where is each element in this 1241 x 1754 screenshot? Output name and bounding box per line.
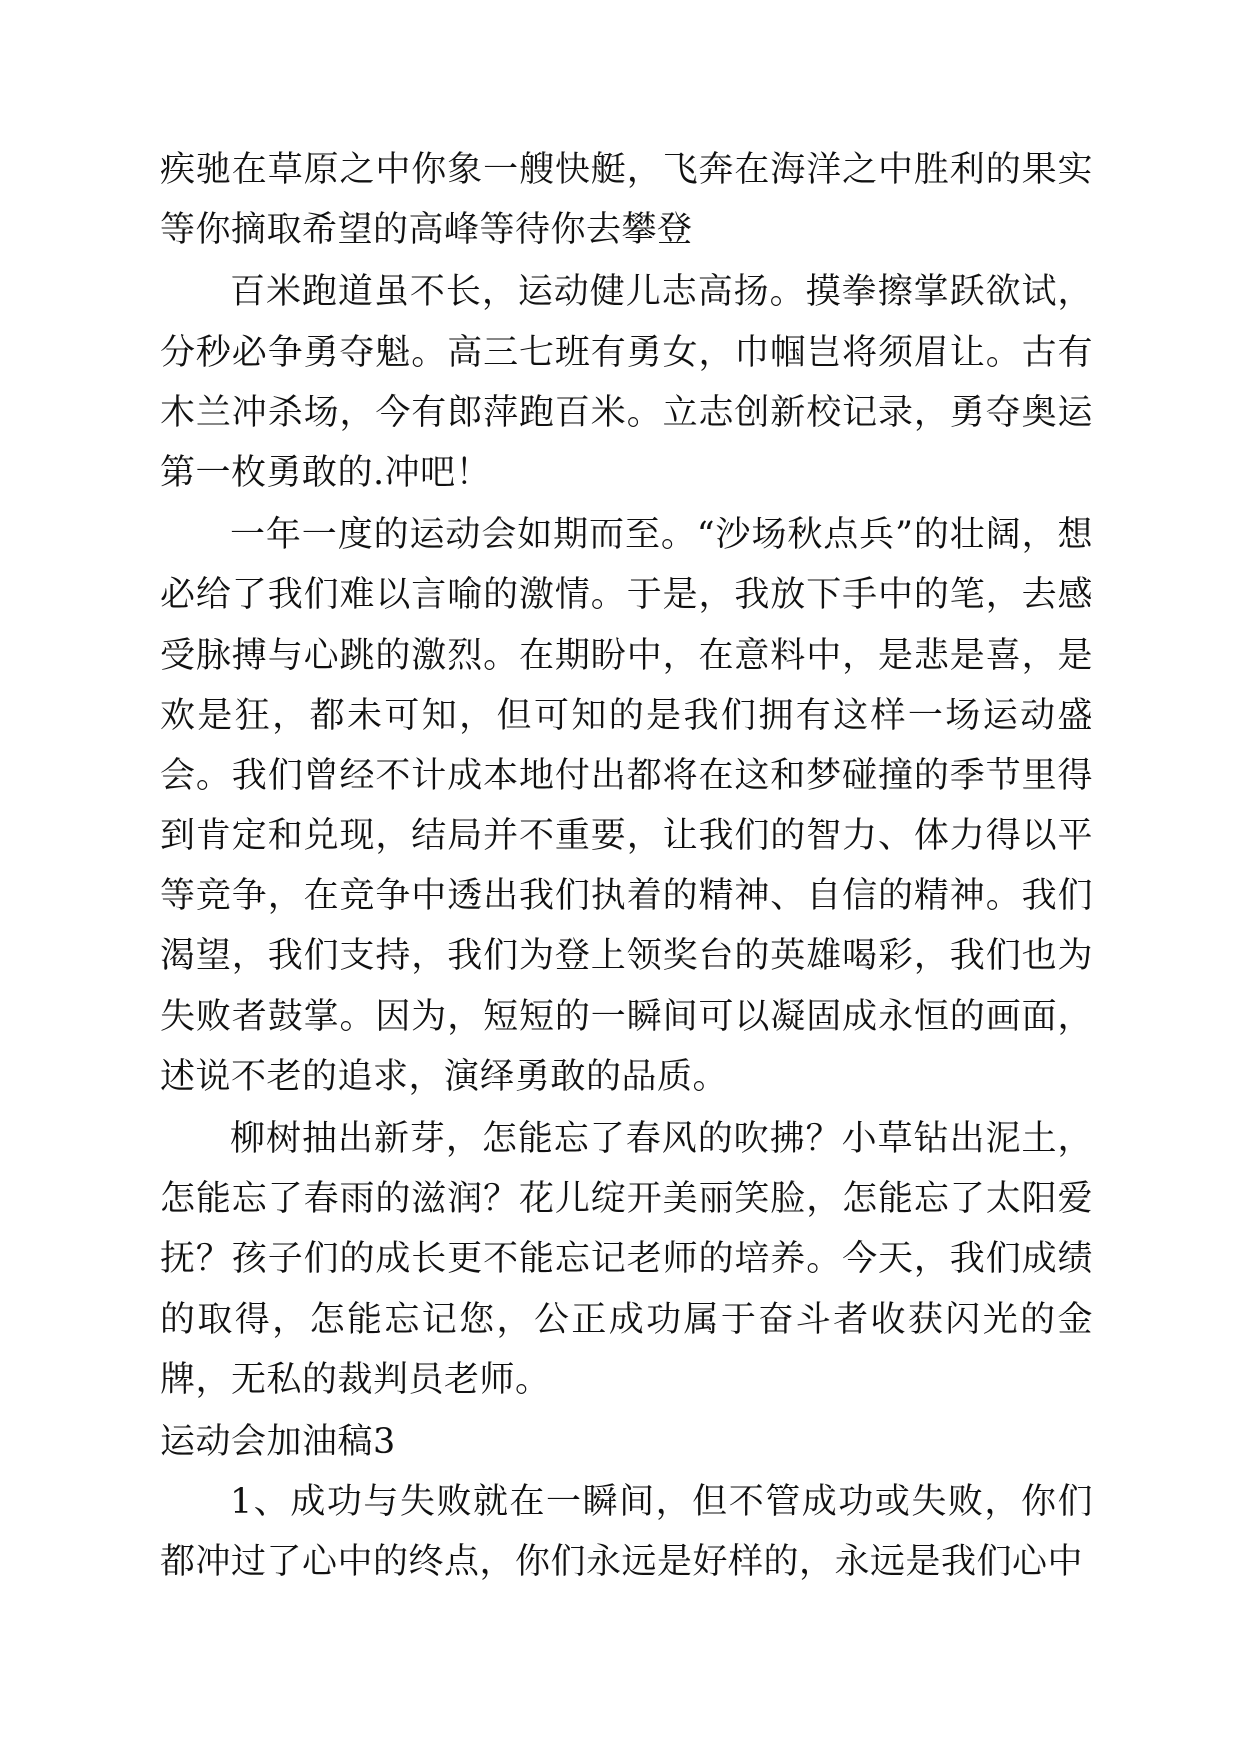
section-heading: 运动会加油稿3	[160, 1421, 396, 1462]
document-body	[160, 140, 1093, 1593]
paragraph: 柳树抽出新芽，怎能忘了春风的吹拂？小草钻出泥土，怎能忘了春雨的滋润？花儿绽开美丽笑脸，怎能忘了太阳爱抚？孩子们的成长更不能忘记老师的培养。今天，我们成绩的取得，怎能忘记您，公正成功属于奋斗者收获闪光的金牌，无私的裁判员老师。	[160, 1119, 1093, 1400]
paragraph: 疾驰在草原之中你象一艘快艇，飞奔在海洋之中胜利的果实等你摘取希望的高峰等待你去攀登	[160, 150, 1093, 251]
paragraph: 一年一度的运动会如期而至。“沙场秋点兵”的壮阔，想必给了我们难以言喻的激情。于是，我放下手中的笔，去感受脉搏与心跳的激烈。在期盼中，在意料中，是悲是喜，是欢是狂，都未可知，但可知的是我们拥有这样一场运动盛会。我们曾经不计成本地付出都将在这和梦碰撞的季节里得到肯定和兑现，结局并不重要，让我们的智力、体力得以平等竞争，在竞争中透出我们执着的精神、自信的精神。我们渴望，我们支持，我们为登上领奖台的英雄喝彩，我们也为失败者鼓掌。因为，短短的一瞬间可以凝固成永恒的画面，述说不老的追求，演绎勇敢的品质。	[160, 515, 1093, 1097]
paragraph: 1、成功与失败就在一瞬间，但不管成功或失败，你们都冲过了心中的终点，你们永远是好样的，永远是我们心中	[160, 1482, 1093, 1583]
paragraph: 百米跑道虽不长，运动健儿志高扬。摸拳擦掌跃欲试，分秒必争勇夺魁。高三七班有勇女，巾帼岂将须眉让。古有木兰冲杀场，今有郎萍跑百米。立志创新校记录，勇夺奥运第一枚勇敢的.冲吧！	[160, 272, 1093, 493]
